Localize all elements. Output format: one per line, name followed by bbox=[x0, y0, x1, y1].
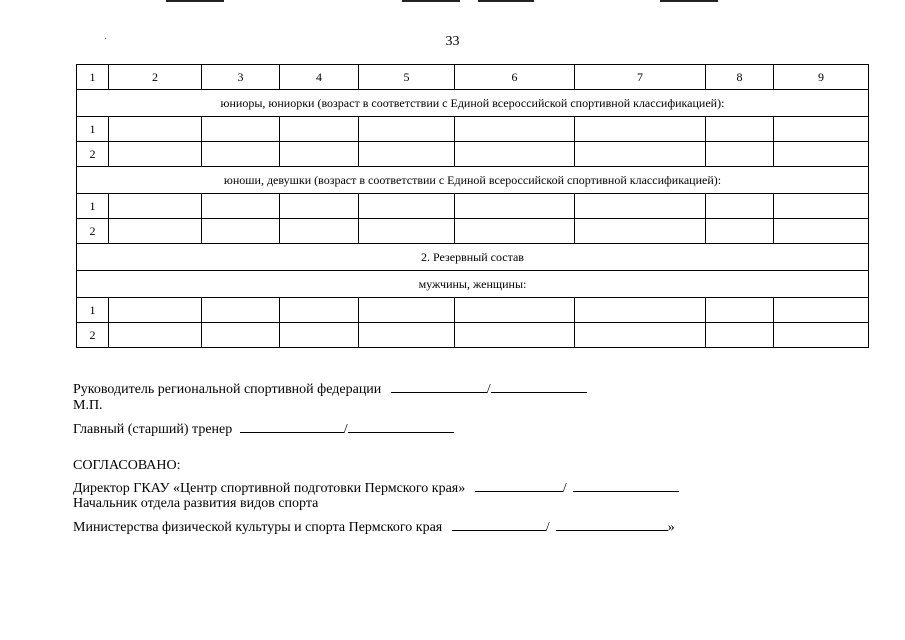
table-cell[interactable] bbox=[109, 194, 202, 219]
signature-blank[interactable] bbox=[391, 378, 487, 393]
column-number: 9 bbox=[774, 65, 869, 90]
table-cell[interactable] bbox=[109, 117, 202, 142]
table-cell[interactable] bbox=[575, 117, 706, 142]
athletes-table bbox=[76, 64, 869, 348]
closing-quote: » bbox=[667, 520, 675, 535]
section-row bbox=[77, 167, 869, 194]
ministry-signature-line bbox=[73, 516, 675, 536]
table-cell[interactable] bbox=[202, 194, 280, 219]
table-row bbox=[77, 194, 869, 219]
table-cell[interactable] bbox=[109, 323, 202, 348]
table-cell[interactable] bbox=[575, 219, 706, 244]
name-blank[interactable] bbox=[573, 477, 679, 492]
table-cell[interactable] bbox=[575, 323, 706, 348]
slash: / bbox=[545, 520, 550, 535]
name-blank[interactable] bbox=[348, 418, 454, 433]
table-cell[interactable] bbox=[359, 323, 455, 348]
name-blank[interactable] bbox=[556, 516, 668, 531]
federation-head-signature-line bbox=[73, 378, 587, 398]
table-cell[interactable] bbox=[774, 194, 869, 219]
row-number: 2 bbox=[77, 323, 109, 348]
section-reserve: 2. Резервный состав bbox=[77, 244, 869, 271]
section-row bbox=[77, 90, 869, 117]
table-cell[interactable] bbox=[774, 298, 869, 323]
row-number: 1 bbox=[77, 194, 109, 219]
table-row bbox=[77, 219, 869, 244]
table-row bbox=[77, 323, 869, 348]
stamp-place-line bbox=[73, 398, 103, 414]
table-cell[interactable] bbox=[774, 117, 869, 142]
slash: / bbox=[486, 382, 491, 397]
federation-head-label: Руководитель региональной спортивной федерации bbox=[73, 382, 382, 397]
table-cell[interactable] bbox=[359, 219, 455, 244]
table-row bbox=[77, 298, 869, 323]
table-cell[interactable] bbox=[280, 219, 359, 244]
head-coach-label: Главный (старший) тренер bbox=[73, 422, 233, 437]
table-row bbox=[77, 117, 869, 142]
column-number: 2 bbox=[109, 65, 202, 90]
section-row bbox=[77, 244, 869, 271]
row-number: 2 bbox=[77, 142, 109, 167]
director-label: Директор ГКАУ «Центр спортивной подготовки Пермского края» bbox=[73, 481, 466, 496]
column-number: 4 bbox=[280, 65, 359, 90]
column-number: 7 bbox=[575, 65, 706, 90]
table-cell[interactable] bbox=[455, 298, 575, 323]
table-cell[interactable] bbox=[706, 194, 774, 219]
table-header-row bbox=[77, 65, 869, 90]
page-number: 33 bbox=[445, 34, 460, 49]
table-cell[interactable] bbox=[575, 194, 706, 219]
row-number: 1 bbox=[77, 117, 109, 142]
table-cell[interactable] bbox=[202, 323, 280, 348]
table-cell[interactable] bbox=[202, 142, 280, 167]
scan-edge-line bbox=[402, 0, 460, 2]
row-number: 2 bbox=[77, 219, 109, 244]
column-number: 5 bbox=[359, 65, 455, 90]
scan-speck: · bbox=[104, 34, 108, 45]
table-cell[interactable] bbox=[575, 142, 706, 167]
director-signature-line bbox=[73, 477, 679, 497]
table-cell[interactable] bbox=[706, 142, 774, 167]
approved-heading: СОГЛАСОВАНО: bbox=[73, 458, 181, 473]
table-cell[interactable] bbox=[359, 298, 455, 323]
column-number: 1 bbox=[77, 65, 109, 90]
signature-blank[interactable] bbox=[240, 418, 344, 433]
table-cell[interactable] bbox=[280, 194, 359, 219]
table-cell[interactable] bbox=[202, 117, 280, 142]
slash: / bbox=[343, 422, 348, 437]
table-cell[interactable] bbox=[109, 298, 202, 323]
stamp-place-label: М.П. bbox=[73, 398, 103, 413]
section-juniors: юниоры, юниорки (возраст в соответствии с Единой всероссийской спортивной классификацией): bbox=[77, 90, 869, 117]
table-cell[interactable] bbox=[359, 117, 455, 142]
table-cell[interactable] bbox=[202, 298, 280, 323]
table-cell[interactable] bbox=[359, 142, 455, 167]
scan-edge-line bbox=[660, 0, 718, 2]
row-number: 1 bbox=[77, 298, 109, 323]
section-reserve-sub: мужчины, женщины: bbox=[77, 271, 869, 298]
table-cell[interactable] bbox=[280, 117, 359, 142]
section-row bbox=[77, 271, 869, 298]
table-cell[interactable] bbox=[202, 219, 280, 244]
table-cell[interactable] bbox=[280, 298, 359, 323]
table-row bbox=[77, 142, 869, 167]
table-cell[interactable] bbox=[109, 219, 202, 244]
scan-edge-line bbox=[478, 0, 534, 2]
table-cell[interactable] bbox=[706, 323, 774, 348]
table-cell[interactable] bbox=[455, 194, 575, 219]
table-cell[interactable] bbox=[706, 117, 774, 142]
signature-blank[interactable] bbox=[452, 516, 546, 531]
department-head-label: Начальник отдела развития видов спорта bbox=[73, 496, 319, 511]
table-cell[interactable] bbox=[359, 194, 455, 219]
slash: / bbox=[562, 481, 567, 496]
signature-blank[interactable] bbox=[475, 477, 563, 492]
table-cell[interactable] bbox=[280, 323, 359, 348]
department-head-line bbox=[73, 496, 318, 512]
table-cell[interactable] bbox=[774, 219, 869, 244]
scan-edge-line bbox=[166, 0, 224, 2]
table-cell[interactable] bbox=[455, 323, 575, 348]
table-cell[interactable] bbox=[575, 298, 706, 323]
table-cell[interactable] bbox=[706, 219, 774, 244]
table-cell[interactable] bbox=[455, 117, 575, 142]
column-number: 8 bbox=[706, 65, 774, 90]
table-cell[interactable] bbox=[455, 142, 575, 167]
table-cell[interactable] bbox=[280, 142, 359, 167]
head-coach-signature-line bbox=[73, 418, 454, 438]
name-blank[interactable] bbox=[491, 378, 587, 393]
table-cell[interactable] bbox=[706, 298, 774, 323]
table-cell[interactable] bbox=[774, 323, 869, 348]
column-number: 3 bbox=[202, 65, 280, 90]
section-youth: юноши, девушки (возраст в соответствии с Единой всероссийской спортивной классификацией): bbox=[77, 167, 869, 194]
column-number: 6 bbox=[455, 65, 575, 90]
table-cell[interactable] bbox=[455, 219, 575, 244]
table-cell[interactable] bbox=[774, 142, 869, 167]
ministry-label: Министерства физической культуры и спорта Пермского края bbox=[73, 520, 443, 535]
table-cell[interactable] bbox=[109, 142, 202, 167]
